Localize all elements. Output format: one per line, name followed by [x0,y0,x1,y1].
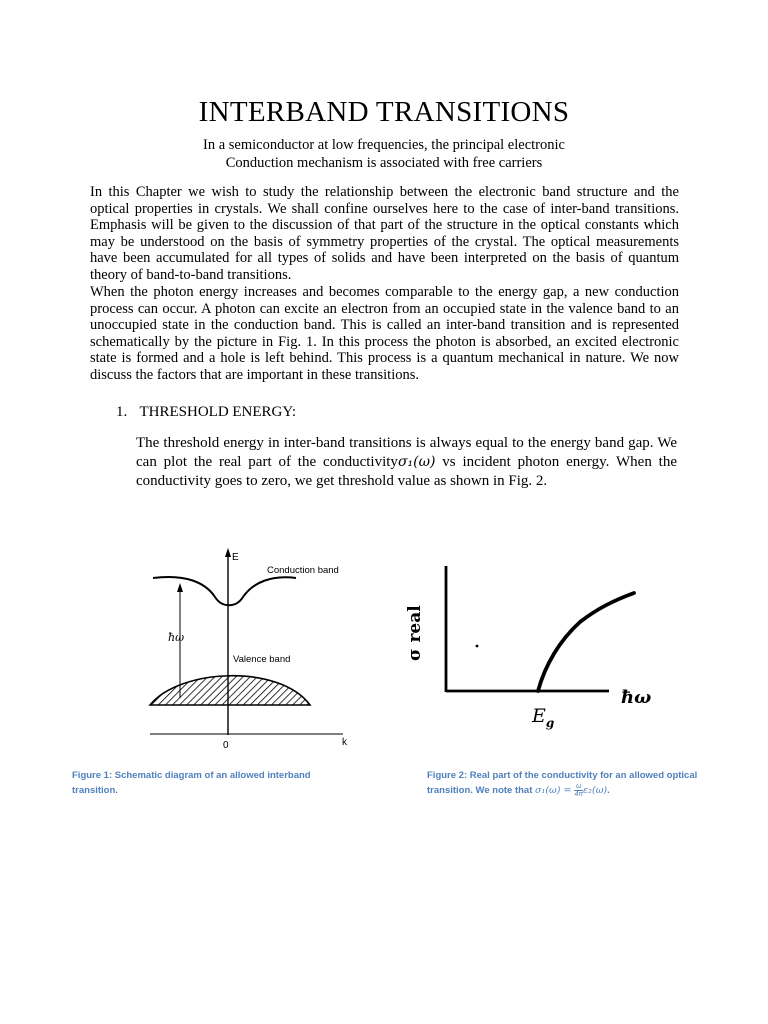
conductivity-curve [538,593,634,691]
label-conduction-band: Conduction band [267,565,339,576]
sigma-expression: σ₁(ω) [397,454,436,470]
threshold-text-b: vs incident photon energy. When the conductivity goes to zero, we get threshold value as shown in Fig. 2. [136,454,677,489]
threshold-text-a: The threshold energy in inter-band transitions is always equal to the energy band gap. We can plot the real part of the conductivity [136,435,677,470]
fraction-denominator: 4π [574,791,584,798]
transition-arrowhead [177,583,183,592]
subtitle [0,136,768,172]
figure-1-caption: Figure 1: Schematic diagram of an allowed interband transition. [72,770,311,796]
subtitle-line-1: In a semiconductor at low frequencies, the principal electronic [203,137,565,153]
figure-2-caption-text: Figure 2: Real part of the conductivity for an allowed optical transition. We note that [427,770,698,797]
stray-dot [476,645,479,648]
label-origin: 0 [223,740,229,751]
caption-period: . [607,785,610,797]
label-hbar-omega: ħω [168,631,185,644]
caption-math-epsilon: ε₂(ω) [583,785,608,797]
label-Eg [531,705,554,730]
section-title: THRESHOLD ENERGY: [139,404,297,420]
caption-math-sigma: σ₁(ω) = [535,785,575,797]
figure-2-caption [427,768,727,798]
label-k: k [342,737,347,748]
paragraph-intro: In this Chapter we wish to study the relationship between the electronic band structure and the optical properties in crystals. We shall confine ourselves here to the case of inter-band transitions. Emphasis will be given to the discussion of that part of the structure in the optical constants which may be understood on the basis of symmetry properties of the crystal. The optical measurements have been accumulated for all types of solids and have been interpreted on the basis of quantum theory of band-to-band transitions. [90,184,679,283]
section-number: 1. [116,404,128,420]
fraction-numerator: ω [576,783,582,790]
page-title: INTERBAND TRANSITIONS [198,96,570,128]
label-E: E [232,552,239,563]
label-valence-band: Valence band [233,654,291,665]
section-heading [116,403,296,421]
label-sigma-real: σ real [405,605,425,661]
conduction-band-curve [153,577,296,605]
subtitle-line-2: Conduction mechanism is associated with free carriers [225,155,543,171]
paragraph-photon-energy: When the photon energy increases and becomes comparable to the energy gap, a new conduction process can occur. A photon can excite an electron from an occupied state in the valence band to an unoccupied state in the conduction band. This is called an inter-band transition and is represented schematically by the picture in Fig. 1. In this process the photon is absorbed, an excited electronic state is formed and a hole is left behind. This process is a quantum mechanical in nature. We now discuss the factors that are important in these transitions. [90,284,679,383]
figure-2-conductivity-plot [380,560,660,740]
valence-band-fill [150,676,310,705]
label-Eg-sub: g [545,716,555,730]
caption-fraction [574,783,583,798]
paragraph-threshold [136,434,677,491]
label-Eg-main: E [532,705,546,727]
figure-1-band-diagram [140,545,360,750]
energy-axis-arrow [225,548,231,557]
label-hbar-omega-2: ħω [621,687,652,708]
